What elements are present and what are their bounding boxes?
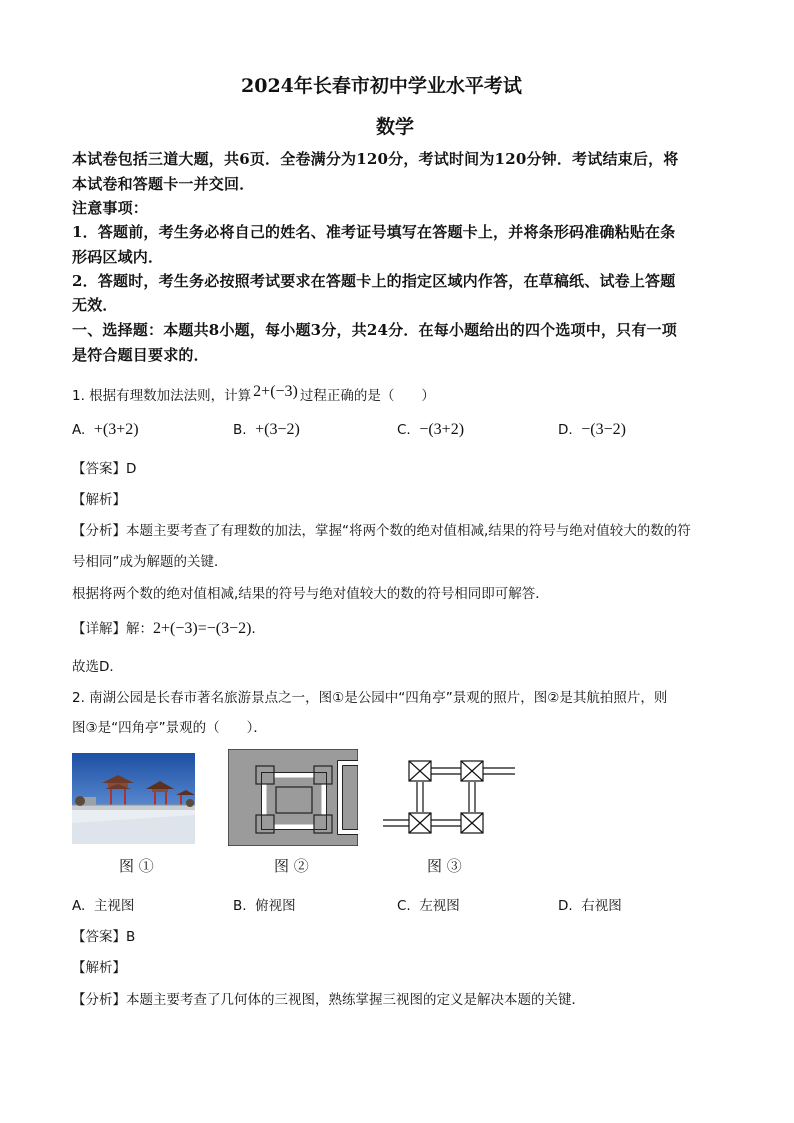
option-letter: C. [397, 898, 411, 914]
subject-title: 数学 [376, 116, 415, 138]
q2-stem-line-1: 2. 南湖公园是长春市著名旅游景点之一，图①是公园中“四角亭”景观的照片，图②是其航拍照片，则 [72, 690, 668, 706]
option-expr: +(3−2) [255, 421, 300, 438]
option-expr: −(3+2) [419, 421, 465, 438]
pavilion-photo [72, 753, 195, 844]
q1-choice: 故选D． [72, 659, 123, 675]
option-text: 主视图 [93, 898, 135, 914]
q1-fenxi-line-1: 【分析】本题主要考查了有理数的加法，掌握“将两个数的绝对值相减,结果的符号与绝对值较大的数的符 [72, 523, 691, 539]
q1-option-c [397, 421, 464, 439]
option-letter: A. [72, 898, 86, 914]
intro-line-1: 本试卷包括三道大题，共6页．全卷满分为120分，考试时间为120分钟．考试结束后，将 [72, 150, 679, 168]
q2-analysis-tag: 【解析】 [72, 960, 126, 976]
q1-option-a [72, 421, 139, 439]
option-letter: D. [558, 898, 573, 914]
q2-answer: 【答案】B [72, 929, 136, 945]
option-letter: C. [397, 422, 411, 438]
option-expr: −(3−2) [581, 421, 626, 438]
section-1-line-1: 一、选择题：本题共8小题，每小题3分，共24分．在每小题给出的四个选项中，只有一项 [72, 321, 677, 339]
option-letter: B. [233, 422, 247, 438]
view-diagram [383, 760, 515, 836]
option-expr: +(3+2) [93, 421, 139, 438]
q2-fenxi: 【分析】本题主要考查了几何体的三视图，熟练掌握三视图的定义是解决本题的关键． [72, 992, 585, 1008]
note-1-line-2: 形码区域内． [72, 248, 164, 266]
q1-method: 根据将两个数的绝对值相减,结果的符号与绝对值较大的数的符号相同即可解答． [72, 586, 549, 602]
q1-detail-suffix: ． [251, 621, 265, 637]
q2-option-c [397, 894, 460, 914]
q2-option-a [72, 894, 134, 914]
figure-1-caption: 图 ① [119, 857, 154, 875]
option-text: 右视图 [581, 898, 622, 914]
q2-option-d [558, 894, 622, 914]
intro-line-2: 本试卷和答题卡一并交回． [72, 175, 255, 193]
q1-answer: 【答案】D [72, 461, 137, 477]
option-text: 俯视图 [255, 898, 296, 914]
option-letter: A. [72, 422, 86, 438]
q1-stem-expr: 2+(−3) [253, 383, 298, 400]
aerial-figure [228, 749, 358, 846]
q1-fenxi-line-2: 号相同”成为解题的关键． [72, 554, 228, 570]
figure-2-caption: 图 ② [274, 857, 309, 875]
q1-stem [72, 384, 435, 405]
aerial-figure-drawing [228, 749, 358, 846]
q2-option-b [233, 894, 296, 914]
q1-analysis-tag: 【解析】 [72, 492, 126, 508]
option-letter: D. [558, 422, 573, 438]
view-diagram-drawing [383, 760, 515, 836]
q1-detail-expr: 2+(−3)=−(3−2) [153, 620, 252, 637]
q2-stem-line-2: 图③是“四角亭”景观的（ ）． [72, 720, 267, 736]
q1-detail-prefix: 【详解】解： [72, 621, 153, 637]
option-text: 左视图 [419, 898, 460, 914]
pavilion-photo-drawing [72, 753, 195, 844]
q1-stem-suffix: 过程正确的是（ ） [299, 388, 435, 404]
q1-detail [72, 617, 265, 638]
notes-heading: 注意事项： [72, 199, 149, 217]
exam-title: 2024年长春市初中学业水平考试 [241, 75, 522, 97]
q1-option-d [558, 421, 626, 439]
q1-stem-prefix: 1. 根据有理数加法法则，计算 [72, 388, 252, 404]
note-2-line-2: 无效． [72, 296, 118, 314]
note-2-line-1: 2．答题时，考生务必按照考试要求在答题卡上的指定区域内作答，在草稿纸、试卷上答题 [72, 272, 676, 290]
option-letter: B. [233, 898, 247, 914]
section-1-line-2: 是符合题目要求的． [72, 346, 209, 364]
figure-3-caption: 图 ③ [427, 857, 462, 875]
q1-option-b [233, 421, 300, 439]
note-1-line-1: 1．答题前，考生务必将自己的姓名、准考证号填写在答题卡上，并将条形码准确粘贴在条 [72, 223, 676, 241]
